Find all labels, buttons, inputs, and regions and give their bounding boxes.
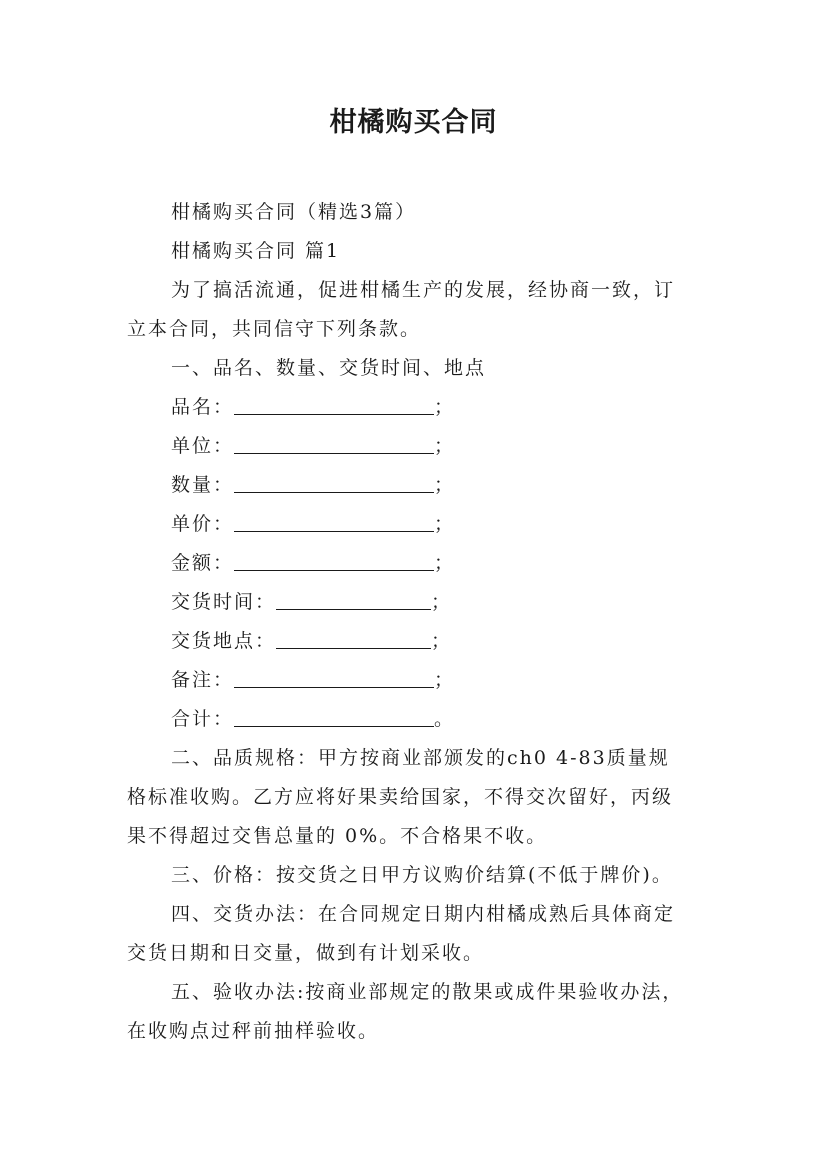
document-body [127,193,712,1051]
field-row-total [127,700,712,739]
fill-in-blank[interactable] [276,626,431,649]
field-end-punct: ； [434,396,456,418]
clause5-line: 在收购点过秤前抽样验收。 [127,1020,380,1042]
intro-paragraph-line: 为了搞活流通，促进柑橘生产的发展，经协商一致，订 [171,279,676,301]
clause1-heading: 一、品名、数量、交货时间、地点 [171,357,487,379]
field-label: 单位： [171,435,235,457]
field-end-punct: 。 [434,708,456,730]
fill-in-blank[interactable] [276,587,431,610]
fill-in-blank[interactable] [234,548,434,571]
field-label: 单价： [171,513,235,535]
field-label: 金额： [171,552,235,574]
fill-in-blank[interactable] [234,665,434,688]
field-end-punct: ； [434,435,456,457]
field-end-punct: ； [431,630,453,652]
field-row-remarks [127,661,712,700]
fill-in-blank[interactable] [234,470,434,493]
section-heading: 柑橘购买合同 篇1 [171,240,341,262]
document-title: 柑橘购买合同 [329,107,498,138]
fill-in-blank[interactable] [234,431,434,454]
field-label: 交货时间： [171,591,277,613]
fill-in-blank[interactable] [234,704,434,727]
field-row-quantity [127,466,712,505]
field-end-punct: ； [431,591,453,613]
clause4-line: 四、交货办法：在合同规定日期内柑橘成熟后具体商定 [171,903,676,925]
clause4-line: 交货日期和日交量，做到有计划采收。 [127,942,485,964]
field-end-punct: ； [434,552,456,574]
fill-in-blank[interactable] [234,392,434,415]
clause2-line: 二、品质规格：甲方按商业部颁发的ch0 4-83质量规 [171,747,670,769]
field-end-punct: ； [434,669,456,691]
field-row-product-name [127,388,712,427]
field-end-punct: ； [434,513,456,535]
fill-in-blank[interactable] [234,509,434,532]
clause3-line: 三、价格：按交货之日甲方议购价结算(不低于牌价)。 [171,864,673,886]
clause5-line: 五、验收办法:按商业部规定的散果或成件果验收办法， [171,981,684,1003]
field-label: 合计： [171,708,235,730]
intro-paragraph-line: 立本合同，共同信守下列条款。 [127,318,422,340]
field-row-amount [127,544,712,583]
field-end-punct: ； [434,474,456,496]
field-row-delivery-time [127,583,712,622]
field-label: 数量： [171,474,235,496]
field-row-delivery-place [127,622,712,661]
field-label: 品名： [171,396,235,418]
field-label: 交货地点： [171,630,277,652]
field-row-unit-price [127,505,712,544]
field-label: 备注： [171,669,235,691]
clause2-line: 格标准收购。乙方应将好果卖给国家，不得交次留好，丙级 [127,786,674,808]
field-row-unit [127,427,712,466]
subtitle: 柑橘购买合同（精选3篇） [171,201,417,223]
clause2-line: 果不得超过交售总量的 0%。不合格果不收。 [127,825,548,847]
